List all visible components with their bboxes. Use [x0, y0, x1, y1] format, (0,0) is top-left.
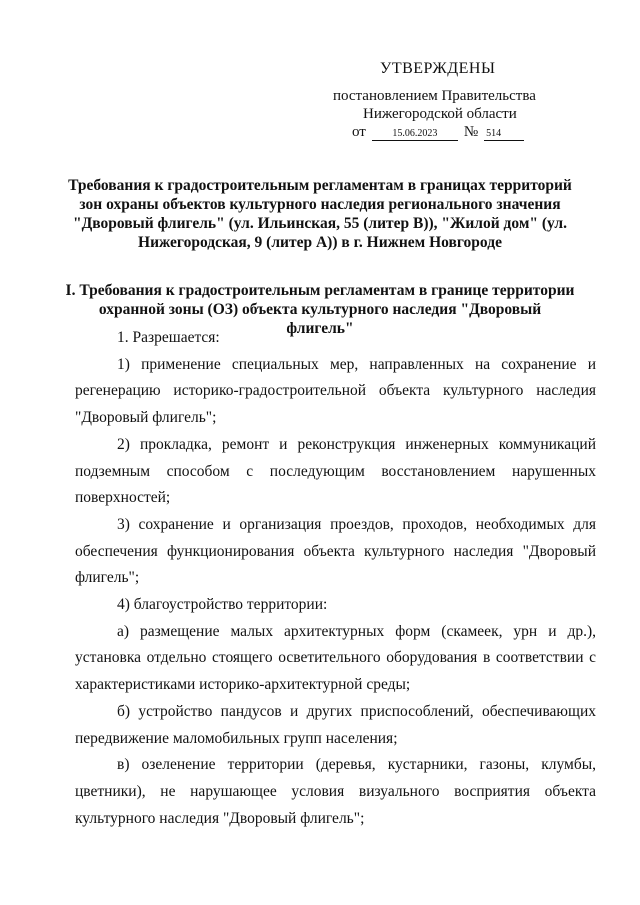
approval-title: УТВЕРЖДЕНЫ	[380, 60, 496, 77]
approval-date: 15.06.2023	[372, 128, 458, 141]
approval-line-2: Нижегородской области	[363, 106, 517, 122]
paragraph: в) озеленение территории (деревья, кустарники, газоны, клумбы, цветники), не нарушающее условия визуального восприятия объекта культурного наследия "Дворовый флигель";	[75, 756, 596, 827]
paragraph: б) устройство пандусов и других приспособлений, обеспечивающих передвижение маломобильных групп населения;	[75, 702, 596, 747]
from-label: от	[352, 124, 366, 140]
approval-date-number-row	[352, 124, 524, 141]
document-title: Требования к градостроительным регламентам в границах территорий зон охраны объектов культурного наследия регионального значения "Дворовый флигель" (ул. Ильинская, 55 (литер В)), "Жилой дом" (ул. Нижегородская, 9 (литер А)) в г. Нижнем Новгороде	[68, 177, 572, 251]
approval-number: 514	[484, 128, 524, 141]
paragraph: а) размещение малых архитектурных форм (скамеек, урн и др.), установка отдельно стоящего осветительного оборудования в соответствии с характеристиками историко-архитектурной среды;	[75, 622, 596, 694]
paragraph: 1) применение специальных мер, направленных на сохранение и регенерацию историко-градостроительной объекта культурного наследия "Дворовый флигель";	[75, 355, 596, 427]
approval-line-1: постановлением Правительства	[333, 88, 536, 104]
section-title: I. Требования к градостроительным регламентам в границе территории охранной зоны (ОЗ) объекта культурного наследия "Дворовый флигель"	[65, 282, 575, 337]
paragraph: 1. Разрешается:	[117, 329, 220, 346]
paragraph: 3) сохранение и организация проездов, проходов, необходимых для обеспечения функционирования объекта культурного наследия "Дворовый флигель";	[75, 515, 596, 587]
paragraph: 2) прокладка, ремонт и реконструкция инженерных коммуникаций подземным способом с последующим восстановлением нарушенных поверхностей;	[75, 435, 596, 507]
number-label: №	[463, 124, 479, 140]
document-body	[75, 325, 596, 832]
paragraph: 4) благоустройство территории:	[117, 596, 328, 614]
